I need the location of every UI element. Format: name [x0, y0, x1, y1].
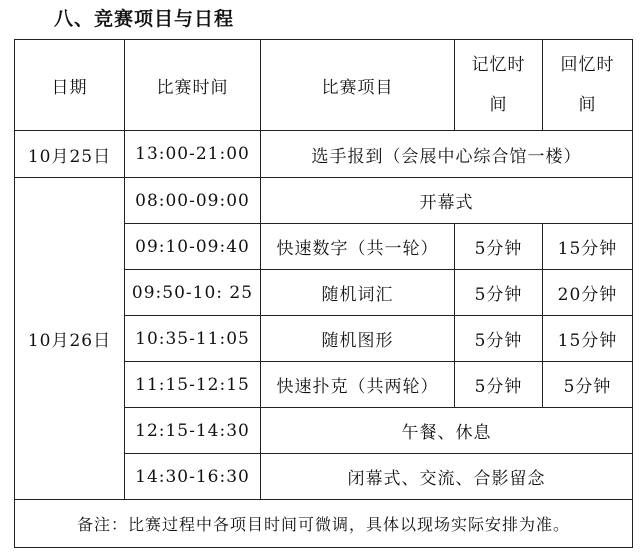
table-row-day1: [15, 131, 633, 178]
time-cell: 10:35-11:05: [125, 316, 261, 362]
recall-cell: 20分钟: [543, 270, 633, 316]
event-cell: 开幕式: [261, 178, 633, 224]
recall-cell: 5分钟: [543, 362, 633, 408]
header-recall-line1: 回忆时: [560, 55, 615, 75]
date-cell: 10月25日: [15, 131, 125, 178]
event-cell: 随机词汇: [261, 270, 455, 316]
header-memorize-line2: 间: [489, 95, 508, 115]
event-cell: 午餐、休息: [261, 408, 633, 454]
memorize-cell: 5分钟: [455, 362, 543, 408]
recall-cell: 15分钟: [543, 224, 633, 270]
header-row: [15, 40, 633, 131]
header-recall-time: [543, 40, 633, 131]
header-date: 日期: [15, 40, 125, 131]
recall-cell: 15分钟: [543, 316, 633, 362]
note-row: [15, 500, 633, 548]
time-cell: 08:00-09:00: [125, 178, 261, 224]
date-cell: 10月26日: [15, 178, 125, 500]
event-cell: 闭幕式、交流、合影留念: [261, 454, 633, 500]
header-memorize-time: [455, 40, 543, 131]
header-recall-line2: 间: [578, 95, 597, 115]
event-cell: 快速扑克（共两轮）: [261, 362, 455, 408]
section-title: 八、竞赛项目与日程: [54, 8, 235, 30]
memorize-cell: 5分钟: [455, 270, 543, 316]
event-cell: 选手报到（会展中心综合馆一楼）: [261, 131, 633, 178]
memorize-cell: 5分钟: [455, 224, 543, 270]
note-text: 备注：比赛过程中各项目时间可微调，具体以现场实际安排为准。: [15, 500, 633, 548]
time-cell: 09:50-10: 25: [125, 270, 261, 316]
table-row: [15, 178, 633, 224]
header-memorize-line1: 记忆时: [471, 55, 526, 75]
time-cell: 13:00-21:00: [125, 131, 261, 178]
event-cell: 快速数字（共一轮）: [261, 224, 455, 270]
header-time: 比赛时间: [125, 40, 261, 131]
header-event: 比赛项目: [261, 40, 455, 131]
memorize-cell: 5分钟: [455, 316, 543, 362]
time-cell: 11:15-12:15: [125, 362, 261, 408]
schedule-table: [14, 39, 633, 548]
event-cell: 随机图形: [261, 316, 455, 362]
time-cell: 14:30-16:30: [125, 454, 261, 500]
time-cell: 12:15-14:30: [125, 408, 261, 454]
time-cell: 09:10-09:40: [125, 224, 261, 270]
